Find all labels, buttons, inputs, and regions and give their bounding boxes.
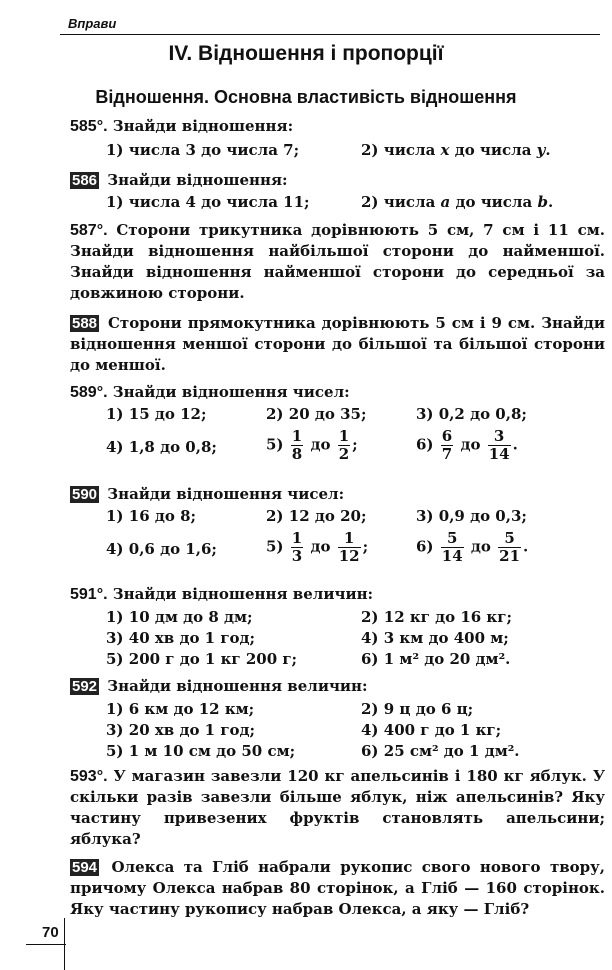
item-6: 6) 25 см² до 1 дм².: [361, 742, 520, 760]
exercise-589-row-1: [106, 405, 586, 427]
item-1: 1) числа 4 до числа 11;: [106, 193, 310, 211]
item-2: 2) 12 до 20;: [266, 507, 367, 525]
exercise-590-row-1: [106, 507, 586, 529]
item-1: 1) 6 км до 12 км;: [106, 700, 255, 718]
exercise-589: [70, 382, 605, 403]
exercise-number: 591°.: [70, 586, 108, 603]
exercise-number: 594: [72, 859, 98, 876]
page-number-rule: [26, 944, 66, 945]
exercise-text: Знайди відношення чисел:: [107, 485, 345, 503]
exercise-592: [70, 676, 605, 697]
item-2: 2) 12 кг до 16 кг;: [361, 608, 512, 626]
item-5: 5) 200 г до 1 кг 200 г;: [106, 650, 298, 668]
item-2: 2) числа x до числа y.: [361, 141, 551, 159]
fraction: $\frac{1}{12}$: [338, 529, 360, 565]
item-3: 3) 40 хв до 1 год;: [106, 629, 256, 647]
item-3: 3) 20 хв до 1 год;: [106, 721, 256, 739]
fraction: $\frac{1}{8}$: [291, 427, 303, 463]
exercise-592-items: [106, 699, 586, 765]
exercise-text: Знайди відношення величин:: [107, 677, 368, 695]
exercise-number: 585°.: [70, 118, 108, 135]
item-2: 2) 9 ц до 6 ц;: [361, 700, 474, 718]
item-4: 4) 0,6 до 1,6;: [106, 540, 217, 558]
exercise-number: 589°.: [70, 384, 108, 401]
exercise-593: [70, 766, 605, 850]
item-4: 4) 3 км до 400 м;: [361, 629, 509, 647]
exercise-591: [70, 584, 605, 605]
exercise-number: 586: [72, 172, 98, 189]
exercise-text: Олекса та Гліб набрали рукопис свого нового твору, причому Олекса набрав 80 сторінок, а Гліб — 160 сторінок. Яку частину рукопису набрав Олекса, а яку — Гліб?: [70, 858, 605, 918]
fraction: $\frac{1}{3}$: [291, 529, 303, 565]
item-5: 5) 1 м 10 см до 50 см;: [106, 742, 296, 760]
exercise-590: [70, 484, 605, 505]
running-header: [60, 12, 600, 35]
item-5: 5) $\frac{1}{3}$ до $\frac{1}{12}$ ;: [266, 529, 369, 565]
item-3: 3) 0,9 до 0,3;: [416, 507, 527, 525]
section-subtitle: Відношення. Основна властивість відношення: [95, 87, 517, 107]
item-2: 2) числа a до числа b.: [361, 193, 554, 211]
item-6: 6) $\frac{5}{14}$ до $\frac{5}{21}$ .: [416, 529, 529, 565]
exercise-587: [70, 220, 605, 304]
item-1: 1) 15 до 12;: [106, 405, 207, 423]
fraction: $\frac{1}{2}$: [338, 427, 350, 463]
item-1: 1) 16 до 8;: [106, 507, 197, 525]
exercise-number: 593°.: [70, 768, 108, 785]
exercise-590-row-2: [106, 530, 586, 574]
chapter-title: IV. Відношення і пропорції: [168, 42, 444, 65]
exercise-number: 587°.: [70, 222, 108, 239]
item-6: 6) 1 м² до 20 дм².: [361, 650, 511, 668]
item-3: 3) 0,2 до 0,8;: [416, 405, 527, 423]
exercise-589-row-2: [106, 428, 586, 472]
item-1: 1) числа 3 до числа 7;: [106, 141, 300, 159]
exercise-number: 592: [72, 678, 98, 695]
page-number: 70: [42, 924, 59, 941]
exercise-text: Знайди відношення:: [112, 117, 294, 135]
exercise-number: 590: [72, 486, 98, 503]
exercise-text: Сторони прямокутника дорівнюють 5 см і 9 см. Знайди відношення меншої сторони до більшої та більшої сторони до меншої.: [70, 314, 605, 374]
exercise-585: [70, 116, 605, 137]
exercise-586-items: [106, 193, 586, 215]
exercise-text: Сторони трикутника дорівнюють 5 см, 7 см і 11 см. Знайди відношення найбільшої сторони до найменшої. Знайди відношення найменшої сторони до середньої за довжиною сторони.: [70, 221, 605, 302]
exercise-588: [70, 313, 605, 376]
fraction: $\frac{5}{14}$: [441, 529, 463, 565]
fraction: $\frac{5}{21}$: [499, 529, 521, 565]
item-4: 4) 1,8 до 0,8;: [106, 438, 217, 456]
exercise-text: Знайди відношення величин:: [112, 585, 374, 603]
item-5: 5) $\frac{1}{8}$ до $\frac{1}{2}$ ;: [266, 427, 358, 463]
item-2: 2) 20 до 35;: [266, 405, 367, 423]
exercise-text: У магазин завезли 120 кг апельсинів і 180 кг яблук. У скільки разів завезли більше яблук, ніж апельсинів? Яку частину привезених фруктів становлять апельсини; яблука?: [70, 767, 605, 848]
fraction: $\frac{3}{14}$: [488, 427, 510, 463]
item-4: 4) 400 г до 1 кг;: [361, 721, 502, 739]
exercise-text: Знайди відношення чисел:: [112, 383, 350, 401]
exercise-585-items: [106, 141, 586, 163]
exercise-number: 588: [72, 315, 98, 332]
item-1: 1) 10 дм до 8 дм;: [106, 608, 253, 626]
exercise-591-items: [106, 607, 586, 673]
fraction: $\frac{6}{7}$: [441, 427, 453, 463]
exercise-594: [70, 857, 605, 920]
exercise-text: Знайди відношення:: [107, 171, 288, 189]
section-label: Вправи: [68, 16, 117, 31]
exercise-586: [70, 170, 605, 191]
item-6: 6) $\frac{6}{7}$ до $\frac{3}{14}$ .: [416, 427, 518, 463]
